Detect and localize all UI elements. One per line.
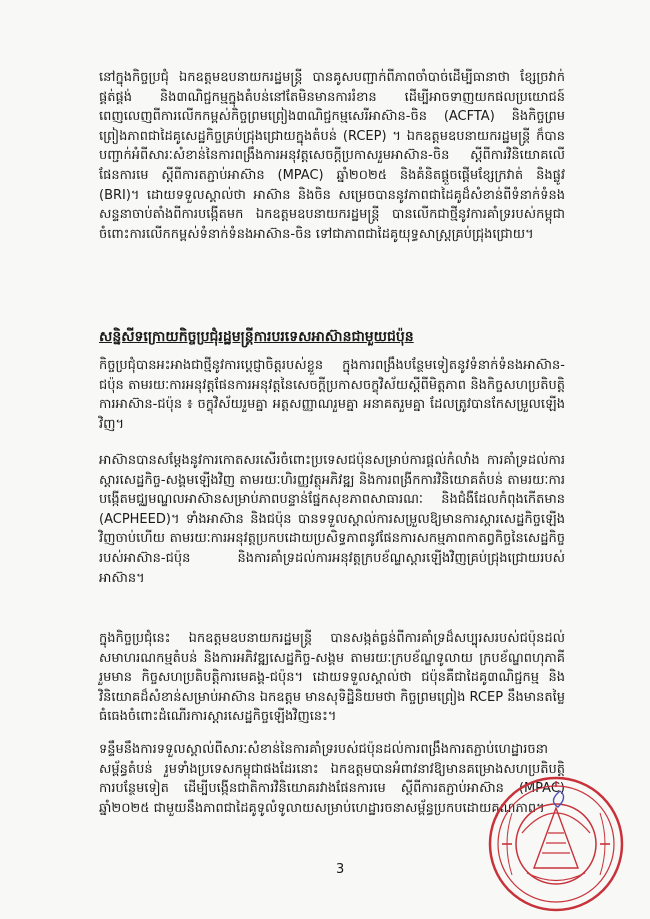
section-heading: សន្និសីទក្រោយកិច្ចប្រជុំរដ្ឋមន្ត្រីការបរទេសអាស៊ានជាមួយជប៉ុន [99, 329, 414, 345]
paragraph-5: ទន្ទឹមនឹងការទទួលស្គាល់ពីសារៈសំខាន់នៃការគាំទ្ររបស់ជប៉ុនដល់ការពង្រឹងការតភ្ជាប់ហេដ្ឋារចនាសម្ព័ន្ធតំបន់ រួមទាំងប្រទេសកម្ពុជាផងដែរនោះ ឯកឧត្តមបានអំពាវនាវឱ្យមានគម្រោងសហប្រតិបត្តិការបន្ថែមទៀត ដើម្បីបង្កើនជាតិការវិនិយោគរវាងផែនការមេ ស្តីពីការតភ្ជាប់អាស៊ាន (MPAC) ឆ្នាំ២០២៥ ជាមួយនឹងភាពជាដៃគូទូលំទូលាយសម្រាប់ហេដ្ឋារចនាសម្ព័ន្ធប្រកបដោយគុណភាព។ [99, 742, 565, 816]
page-number: 3 [336, 862, 345, 877]
official-seal-icon [482, 773, 630, 915]
paragraph-3: អាស៊ានបានសម្តែងនូវការកោតសរសើរចំពោះប្រទេសជប៉ុនសម្រាប់ការផ្តល់កំលាំង ការគាំទ្រដល់ការស្តារសេដ្ឋកិច្ច-សង្គមឡើងវិញ តាមរយៈហិរញ្ញវត្ថុអភិវឌ្ឍ និងការពង្រីកការវិនិយោគតំបន់ តាមរយៈការបង្កើតមជ្ឈមណ្ឌលអាស៊ានសម្រាប់ភាពបន្ទាន់ផ្នែកសុខភាពសាធារណៈ និងជំងឺដែលកំពុងកើតមាន (ACPHEED)។ ទាំងអាស៊ាន និងជប៉ុន បានទទួលស្គាល់ការសម្រួលឱ្យមានការស្តារសេដ្ឋកិច្ចឡើងវិញចាប់ហើយ តាមរយៈការអនុវត្តប្រកបដោយប្រសិទ្ធភាពនូវផែនការសកម្មភាពកាតព្វកិច្ចនៃសេដ្ឋកិច្ចរបស់អាស៊ាន-ជប៉ុន និងការគាំទ្រដល់ការអនុវត្តក្របខ័ណ្ឌស្តារឡើងវិញគ្រប់ជ្រុងជ្រោយរបស់អាស៊ាន។ [99, 453, 565, 586]
paragraph-2: កិច្ចប្រជុំបានអះអាងជាថ្មីនូវការប្តេជ្ញាចិត្តរបស់ខ្លួន ក្នុងការពង្រឹងបន្ថែមទៀតនូវទំនាក់ទំនងអាស៊ាន-ជប៉ុន តាមរយៈការអនុវត្តផែនការអនុវត្តនៃសេចក្តីប្រកាសចក្ខុវិស័យស្តីពីមិត្តភាព និងកិច្ចសហប្រតិបត្តិការអាស៊ាន-ជប៉ុន ៖ ចក្ខុវិស័យរួមគ្នា អត្តសញ្ញាណរួមគ្នា អនាគតរួមគ្នា ដែលត្រូវបានកែសម្រួលឡើងវិញ។ [99, 358, 565, 432]
paragraph-4: ក្នុងកិច្ចប្រជុំនេះ ឯកឧត្តមឧបនាយករដ្ឋមន្ត្រី បានសង្កត់ធ្ងន់ពីការគាំទ្រដ៏សប្បុរសរបស់ជប៉ុនដល់សមាហរណកម្មតំបន់ និងការអភិវឌ្ឍសេដ្ឋកិច្ច-សង្គម តាមរយៈក្របខ័ណ្ឌទូលាយ ក្របខ័ណ្ឌពហុភាគី រួមមាន កិច្ចសហប្រតិបត្តិការមេគង្គ-ជប៉ុន។ ដោយទទួលស្គាល់ថា ជប៉ុនគឺជាដៃគូ៣ណិជ្ជកម្ម និងវិនិយោគដ៏សំខាន់សម្រាប់អាស៊ាន ឯកឧត្តម មានសុទិដ្ឋិនិយមថា កិច្ចព្រមព្រៀង RCEP នឹងមានតម្លៃធំធេងចំពោះដំណើរការស្តារសេដ្ឋកិច្ចឡើងវិញនេះ។ [99, 631, 565, 725]
paragraph-1: នៅក្នុងកិច្ចប្រជុំ ឯកឧត្តមឧបនាយករដ្ឋមន្ត្រី បានគូសបញ្ជាក់ពីភាពចាំបាច់ដើម្បីធានាថា ខ្សែច្រវាក់ផ្គត់ផ្គង់ និង៣ណិជ្ជកម្មក្នុងតំបន់នៅតែមិនមានការរំខាន ដើម្បីអាចទាញយកផលប្រយោជន៍ពេញលេញពីការលើកកម្ពស់កិច្ចព្រមព្រៀង៣ណិជ្ជកម្មសេរីអាស៊ាន-ចិន (ACFTA) និងកិច្ចព្រមព្រៀងភាពជាដៃគូសេដ្ឋកិច្ចគ្រប់ជ្រុងជ្រោយក្នុងតំបន់ (RCEP) ។ ឯកឧត្តមឧបនាយករដ្ឋមន្ត្រី ក៏បានបញ្ជាក់អំពីសារៈសំខាន់នៃការពង្រឹងការអនុវត្តសេចក្តីប្រកាសរួមអាស៊ាន-ចិន ស្តីពីការវិនិយោគលើផែនការមេ ស្តីពីការតភ្ជាប់អាស៊ាន (MPAC) ឆ្នាំ២០២៥ និងគំនិតផ្តួចផ្តើមខ្សែក្រវាត់ និងផ្លូវ (BRI)។ ដោយទទួលស្គាល់ថា អាស៊ាន និងចិន សម្រេចបាននូវភាពជាដៃគូដ៏សំខាន់ពីទំនាក់ទំនងសន្ទនាចាប់តាំងពីការបង្កើតមក ឯកឧត្តមឧបនាយករដ្ឋមន្ត្រី បានលើកជាថ្មីនូវការគាំទ្ររបស់កម្ពុជាចំពោះការលើកកម្ពស់ទំនាក់ទំនងអាស៊ាន-ចិន ទៅជាភាពជាដៃគូយុទ្ធសាស្ត្រគ្រប់ជ្រុងជ្រោយ។ [99, 70, 565, 242]
